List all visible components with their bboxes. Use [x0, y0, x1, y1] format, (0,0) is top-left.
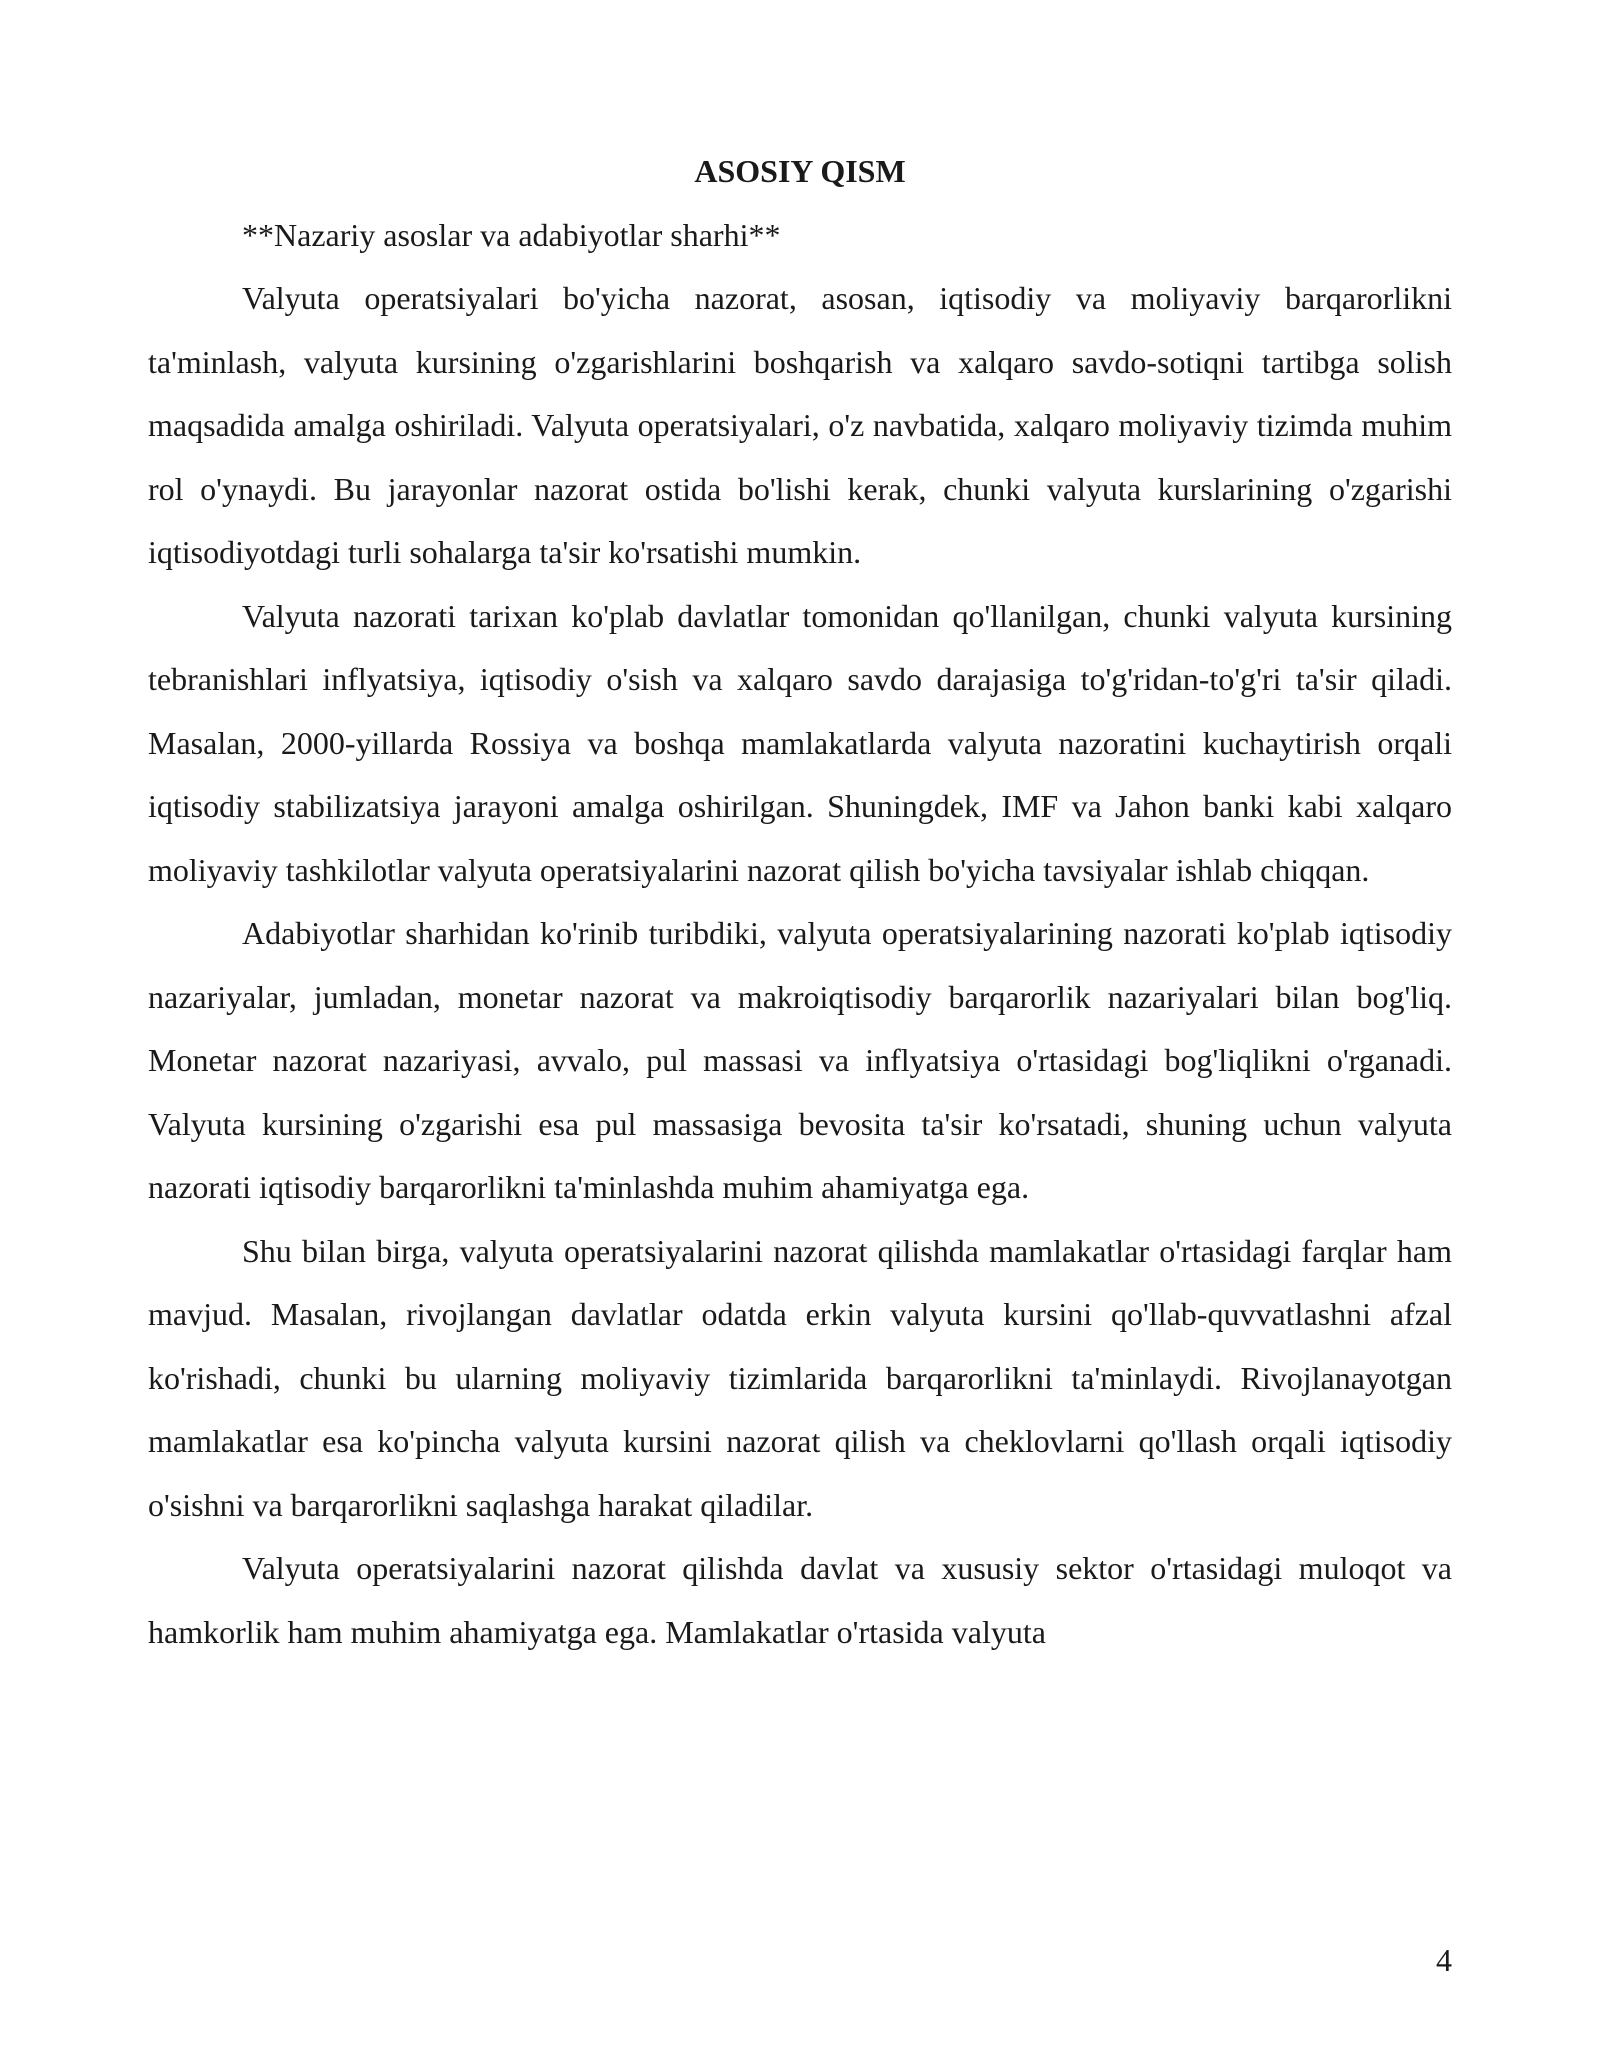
paragraph-1: Valyuta operatsiyalari bo'yicha nazorat, asosan, iqtisodiy va moliyaviy barqarorlikni ta'minlash, valyuta kursining o'zgarishlarini boshqarish va xalqaro savdo-sotiqni tartibga solish maqsadida amalga oshiriladi. Valyuta operatsiyalari, o'z navbatida, xalqaro moliyaviy tizimda muhim rol o'ynaydi. Bu jarayonlar nazorat ostida bo'lishi kerak, chunki valyuta kurslarining o'zgarishi iqtisodiyotdagi turli sohalarga ta'sir ko'rsatishi mumkin.	[148, 280, 1452, 570]
section-subheading: **Nazariy asoslar va adabiyotlar sharhi**	[242, 216, 781, 253]
page-number: 4	[1436, 1942, 1452, 1978]
document-page	[148, 140, 1452, 1664]
paragraph-4: Shu bilan birga, valyuta operatsiyalarini nazorat qilishda mamlakatlar o'rtasidagi farqlar ham mavjud. Masalan, rivojlangan davlatlar odatda erkin valyuta kursini qo'llab-quvvatlashni afzal ko'rishadi, chunki bu ularning moliyaviy tizimlarida barqarorlikni ta'minlaydi. Rivojlanayotgan mamlakatlar esa ko'pincha valyuta kursini nazorat qilish va cheklovlarni qo'llash orqali iqtisodiy o'sishni va barqarorlikni saqlashga harakat qiladilar.	[148, 1232, 1452, 1523]
paragraph-5: Valyuta operatsiyalarini nazorat qilishda davlat va xususiy sektor o'rtasidagi muloqot va hamkorlik ham muhim ahamiyatga ega. Mamlakatlar o'rtasida valyuta	[148, 1550, 1452, 1650]
paragraph-3: Adabiyotlar sharhidan ko'rinib turibdiki, valyuta operatsiyalarining nazorati ko'plab iqtisodiy nazariyalar, jumladan, monetar nazorat va makroiqtisodiy barqarorlik nazariyalari bilan bog'liq. Monetar nazorat nazariyasi, avvalo, pul massasi va inflyatsiya o'rtasidagi bog'liqlikni o'rganadi. Valyuta kursining o'zgarishi esa pul massasiga bevosita ta'sir ko'rsatadi, shuning uchun valyuta nazorati iqtisodiy barqarorlikni ta'minlashda muhim ahamiyatga ega.	[148, 915, 1452, 1205]
paragraph-2: Valyuta nazorati tarixan ko'plab davlatlar tomonidan qo'llanilgan, chunki valyuta kursining tebranishlari inflyatsiya, iqtisodiy o'sish va xalqaro savdo darajasiga to'g'ridan-to'g'ri ta'sir qiladi. Masalan, 2000-yillarda Rossiya va boshqa mamlakatlarda valyuta nazoratini kuchaytirish orqali iqtisodiy stabilizatsiya jarayoni amalga oshirilgan. Shuningdek, IMF va Jahon banki kabi xalqaro moliyaviy tashkilotlar valyuta operatsiyalarini nazorat qilish bo'yicha tavsiyalar ishlab chiqqan.	[148, 597, 1452, 888]
section-heading: ASOSIY QISM	[694, 153, 906, 189]
